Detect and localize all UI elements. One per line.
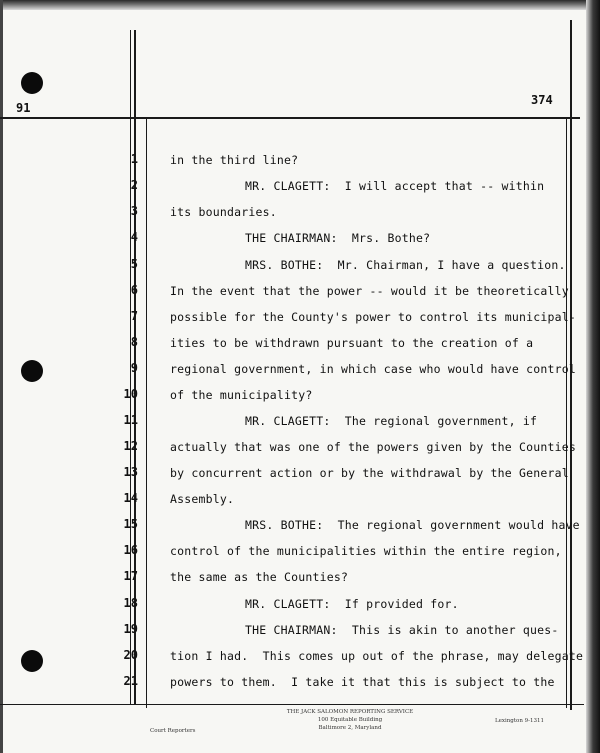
transcript-line: THE CHAIRMAN: This is akin to another ques- bbox=[245, 623, 559, 637]
transcript-line: possible for the County's power to control its municipal- bbox=[170, 310, 577, 324]
transcript-line: the same as the Counties? bbox=[170, 570, 349, 584]
punch-hole-top bbox=[21, 72, 43, 94]
footer-rule bbox=[0, 704, 584, 705]
footer-left: Court Reporters bbox=[150, 728, 196, 734]
footer-address-1: 100 Equitable Building bbox=[317, 717, 383, 723]
transcript-line: Assembly. bbox=[170, 492, 235, 506]
line-number: 11 bbox=[123, 413, 138, 427]
transcript-line: by concurrent action or by the withdrawal by the General bbox=[170, 466, 569, 480]
scan-edge-top bbox=[0, 0, 600, 10]
line-number: 21 bbox=[123, 674, 138, 688]
line-number: 3 bbox=[130, 204, 138, 218]
line-number: 14 bbox=[123, 491, 138, 505]
footer-address-2: Baltimore 2, Maryland bbox=[318, 725, 382, 731]
transcript-line: MRS. BOTHE: Mr. Chairman, I have a question. bbox=[245, 258, 566, 272]
transcript-line: powers to them. I take it that this is subject to the bbox=[170, 675, 555, 689]
line-number: 20 bbox=[123, 648, 138, 662]
line-number: 10 bbox=[123, 387, 138, 401]
line-number: 6 bbox=[130, 283, 138, 297]
line-number: 12 bbox=[123, 439, 138, 453]
transcript-line: MR. CLAGETT: If provided for. bbox=[245, 597, 459, 611]
line-number: 16 bbox=[123, 543, 138, 557]
transcript-line: MR. CLAGETT: The regional government, if bbox=[245, 414, 538, 428]
header-rule bbox=[0, 117, 580, 119]
transcript-line: in the third line? bbox=[170, 153, 299, 167]
transcript-line: of the municipality? bbox=[170, 388, 313, 402]
punch-hole-middle bbox=[21, 360, 43, 382]
line-number: 1 bbox=[130, 152, 138, 166]
line-number: 13 bbox=[123, 465, 138, 479]
line-number: 7 bbox=[130, 309, 138, 323]
margin-line-left-3 bbox=[146, 118, 147, 708]
scan-edge-left bbox=[0, 0, 3, 753]
line-number: 8 bbox=[130, 335, 138, 349]
margin-line-right-1 bbox=[566, 118, 567, 708]
footer-phone: Lexington 9-1311 bbox=[495, 718, 544, 724]
transcript-line: MRS. BOTHE: The regional government would have bbox=[245, 518, 580, 532]
line-number: 2 bbox=[130, 178, 138, 192]
transcript-line: control of the municipalities within the entire region, bbox=[170, 544, 562, 558]
line-number: 5 bbox=[130, 257, 138, 271]
line-number: 18 bbox=[123, 596, 138, 610]
page-number: 374 bbox=[531, 93, 553, 107]
transcript-line: tion I had. This comes up out of the phrase, may delegate bbox=[170, 649, 584, 663]
line-number: 9 bbox=[130, 361, 138, 375]
footer-company: THE JACK SALOMON REPORTING SERVICE bbox=[286, 709, 414, 715]
left-page-number: 91 bbox=[16, 101, 31, 115]
transcript-line: MR. CLAGETT: I will accept that -- within bbox=[245, 179, 545, 193]
transcript-line: ities to be withdrawn pursuant to the creation of a bbox=[170, 336, 534, 350]
transcript-line: actually that was one of the powers given by the Counties bbox=[170, 440, 577, 454]
scan-edge-right bbox=[586, 0, 600, 753]
transcript-line: In the event that the power -- would it be theoretically bbox=[170, 284, 569, 298]
transcript-line: THE CHAIRMAN: Mrs. Bothe? bbox=[245, 231, 431, 245]
line-number: 19 bbox=[123, 622, 138, 636]
line-number: 15 bbox=[123, 517, 138, 531]
transcript-line: its boundaries. bbox=[170, 205, 277, 219]
line-number: 17 bbox=[123, 569, 138, 583]
punch-hole-bottom bbox=[21, 650, 43, 672]
line-number: 4 bbox=[130, 230, 138, 244]
transcript-line: regional government, in which case who would have control bbox=[170, 362, 577, 376]
